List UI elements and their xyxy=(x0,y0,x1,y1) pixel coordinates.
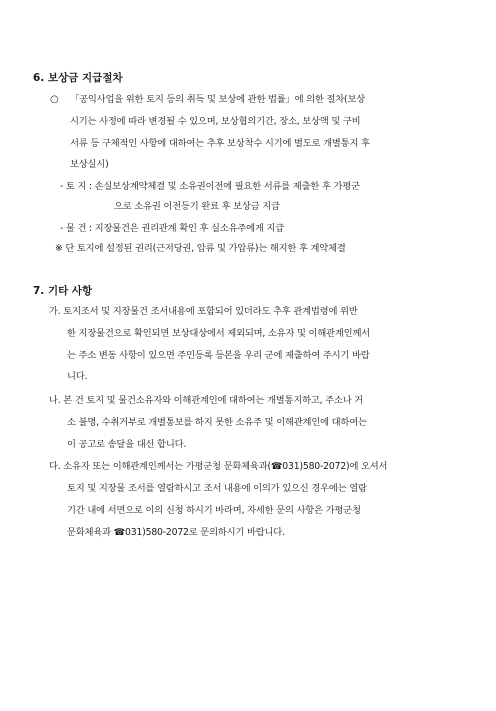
item-c-line: 다. 소유자 또는 이해관계인께서는 가평군청 문화체육과(☎031)580-2072)에 오셔서 xyxy=(49,461,388,472)
item-b-line: 소 불명, 수취거부로 개별통보를 하지 못한 소유주 및 이해관계인에 대하여는 xyxy=(67,417,367,428)
item-c-line: 토지 및 지장물 조서를 열람하시고 조서 내용에 이의가 있으신 경우에는 열람 xyxy=(67,483,367,494)
item-c-line: 문화체육과 ☎031)580-2072로 문의하시기 바랍니다. xyxy=(67,527,285,538)
note-line: ※ 단 토지에 설정된 권리(근저당권, 압류 및 가압류)는 해지한 후 계약체결 xyxy=(55,243,346,254)
section-7-heading: 7. 기타 사항 xyxy=(33,285,93,297)
land-payment-line: - 토 지 : 손실보상계약체결 및 소유권이전에 필요한 서류를 제출한 후 가평군 xyxy=(60,181,360,192)
section-6-paragraph-line: 보상실시) xyxy=(70,159,109,170)
land-payment-line: 으로 소유권 이전등기 완료 후 보상금 지급 xyxy=(114,201,280,212)
object-payment-line: - 물 건 : 지장물건은 권리관계 확인 후 실소유주에게 지급 xyxy=(60,223,285,234)
bullet-circle-icon: ○ xyxy=(50,94,59,105)
section-6-heading: 6. 보상금 지급절차 xyxy=(33,72,123,84)
item-c-line: 기간 내에 서면으로 이의 신청 하시기 바라며, 자세한 문의 사항은 가평군청 xyxy=(67,505,361,516)
section-6-paragraph-line: 시기는 사정에 따라 변경될 수 있으며, 보상협의기간, 장소, 보상액 및 구비 xyxy=(70,116,361,127)
item-a-line: 니다. xyxy=(67,371,88,382)
item-a-line: 가. 토지조서 및 지장물건 조서내용에 포함되어 있더라도 추후 관계법령에 위반 xyxy=(49,306,358,317)
item-b-line: 이 공고로 송달을 대신 합니다. xyxy=(67,439,187,450)
section-6-paragraph-line: 「공익사업을 위한 토지 등의 취득 및 보상에 관한 법률」에 의한 절차(보상 xyxy=(70,94,366,105)
item-a-line: 한 지장물건으로 확인되면 보상대상에서 제외되며, 소유자 및 이해관계인께서 xyxy=(67,328,371,339)
item-a-line: 는 주소 변동 사항이 있으면 주민등록 등본을 우리 군에 제출하여 주시기 바랍 xyxy=(67,350,370,361)
item-b-line: 나. 본 건 토지 및 물건소유자와 이해관계인에 대하여는 개별통지하고, 주소나 거 xyxy=(49,395,364,406)
section-6-paragraph-line: 서류 등 구체적인 사항에 대하여는 추후 보상착수 시기에 별도로 개별통지 후 xyxy=(70,138,370,149)
